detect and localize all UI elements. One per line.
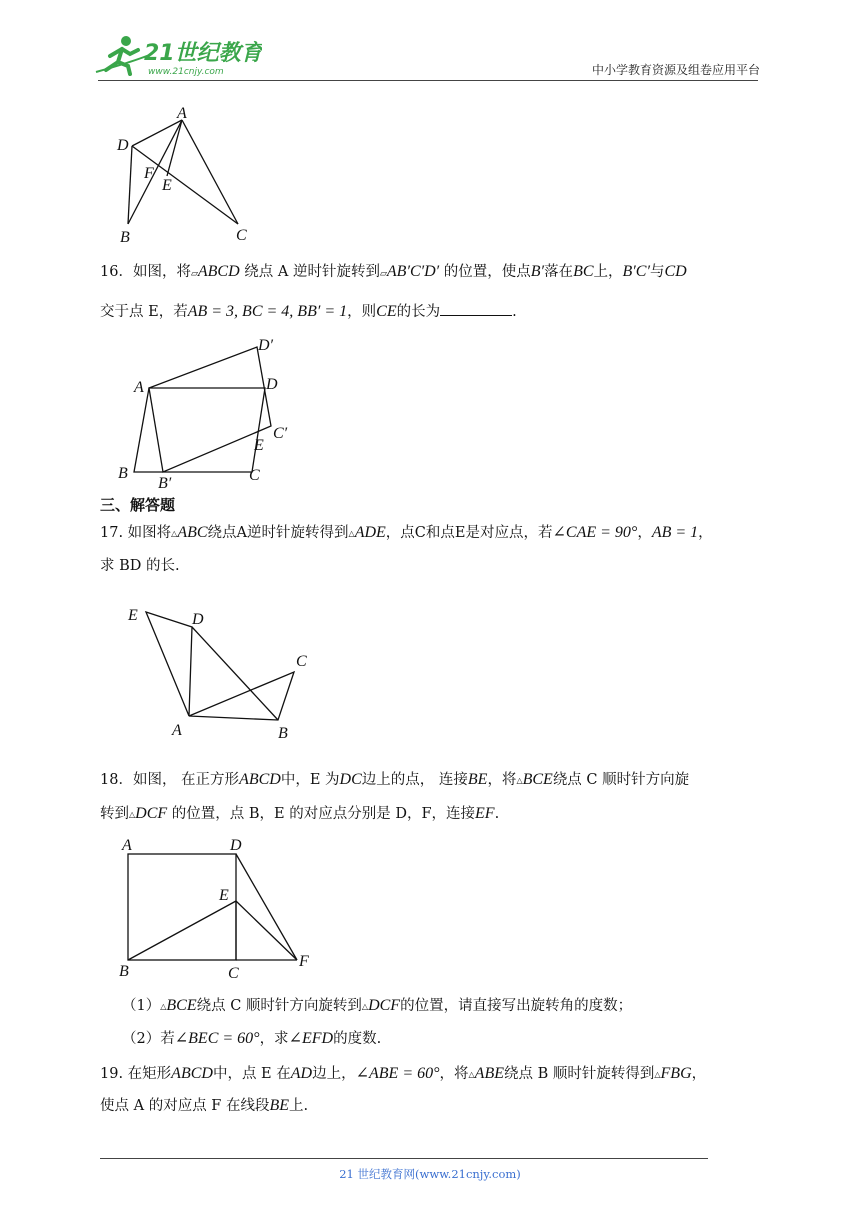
site-logo <box>92 32 262 78</box>
question-16-line-2: 交于点 E，若AB = 3, BC = 4, BB′ = 1，则CE的长为 . <box>100 303 517 320</box>
label-d: D <box>192 611 204 628</box>
label-e: E <box>254 437 264 454</box>
label-d-prime: D′ <box>258 337 274 354</box>
question-16-line-1: 16．如图，将▱ABCD 绕点 A 逆时针旋转到▱AB′C′D′ 的位置，使点B′落在BC上，B′C′与CD <box>100 263 687 280</box>
label-f: F <box>144 165 154 182</box>
parallelogram-abcd <box>134 388 265 472</box>
question-18-line-1: 18．如图， 在正方形ABCD中，E 为DC边上的点， 连接BE，将△BCE绕点 C 顺时针方向旋 <box>100 771 690 788</box>
label-d: D <box>230 837 242 854</box>
segment-ab <box>128 120 182 224</box>
label-c: C <box>249 467 260 484</box>
header-platform-name: 中小学教育资源及组卷应用平台 <box>591 63 760 77</box>
label-b: B <box>119 963 129 980</box>
question-17-line-2: 求 BD 的长. <box>100 558 180 574</box>
segment-bd <box>192 627 278 720</box>
label-b: B <box>118 465 128 482</box>
label-b: B <box>278 725 288 742</box>
label-c: C <box>236 227 247 244</box>
label-c-prime: C′ <box>273 425 288 442</box>
square-abcd <box>128 854 236 960</box>
label-e: E <box>128 607 138 624</box>
question-17-line-1: 17. 如图将△ABC绕点A逆时针旋转得到△ADE，点C和点E是对应点，若∠CAE = 90°，AB = 1， <box>100 524 713 541</box>
logo-url: www.21cnjy.com <box>148 67 224 77</box>
question-18-part-1: （1）△BCE绕点 C 顺时针方向旋转到△DCF的位置，请直接写出旋转角的度数； <box>122 997 633 1014</box>
answer-blank[interactable] <box>440 302 512 316</box>
label-a: A <box>177 105 187 122</box>
label-d: D <box>266 376 278 393</box>
segment-be <box>128 901 236 960</box>
label-f: F <box>299 953 309 970</box>
question-19-line-2: 使点 A 的对应点 F 在线段BE上. <box>100 1097 309 1114</box>
segment-db <box>128 146 132 224</box>
label-e: E <box>162 177 172 194</box>
figure-q16 <box>112 332 302 492</box>
label-a: A <box>122 837 132 854</box>
label-b: B <box>120 229 130 246</box>
footer-link[interactable]: 21 世纪教育网(www.21cnjy.com) <box>339 1167 521 1181</box>
triangle-ade <box>146 612 192 716</box>
footer-divider <box>100 1158 708 1159</box>
segment-ac <box>182 120 238 224</box>
label-c: C <box>228 965 239 982</box>
logo-text: 21世纪教育 <box>144 41 262 66</box>
question-18-part-2: （2）若∠BEC = 60°，求∠EFD的度数. <box>122 1030 382 1047</box>
label-e: E <box>219 887 229 904</box>
segment-ad <box>132 120 182 146</box>
segment-ae <box>167 120 182 176</box>
segment-df <box>236 854 297 960</box>
header-divider <box>98 80 758 81</box>
figure-q15 <box>110 104 260 249</box>
section-heading: 三、解答题 <box>100 496 176 514</box>
figure-q17 <box>124 600 324 745</box>
question-19-line-1: 19. 在矩形ABCD中，点 E 在AD边上，∠ABE = 60°，将△ABE绕点 B 顺时针旋转得到△FBG， <box>100 1065 707 1082</box>
segment-ef <box>236 901 297 960</box>
label-c: C <box>296 653 307 670</box>
triangle-abc <box>189 672 294 720</box>
figure-q18 <box>116 834 326 984</box>
label-a: A <box>172 722 182 739</box>
label-d: D <box>117 137 129 154</box>
parallelogram-ab-c-d-prime <box>149 347 271 472</box>
question-18-line-2: 转到△DCF 的位置，点 B，E 的对应点分别是 D，F，连接EF. <box>100 805 500 822</box>
label-b-prime: B′ <box>158 475 172 492</box>
label-a: A <box>134 379 144 396</box>
